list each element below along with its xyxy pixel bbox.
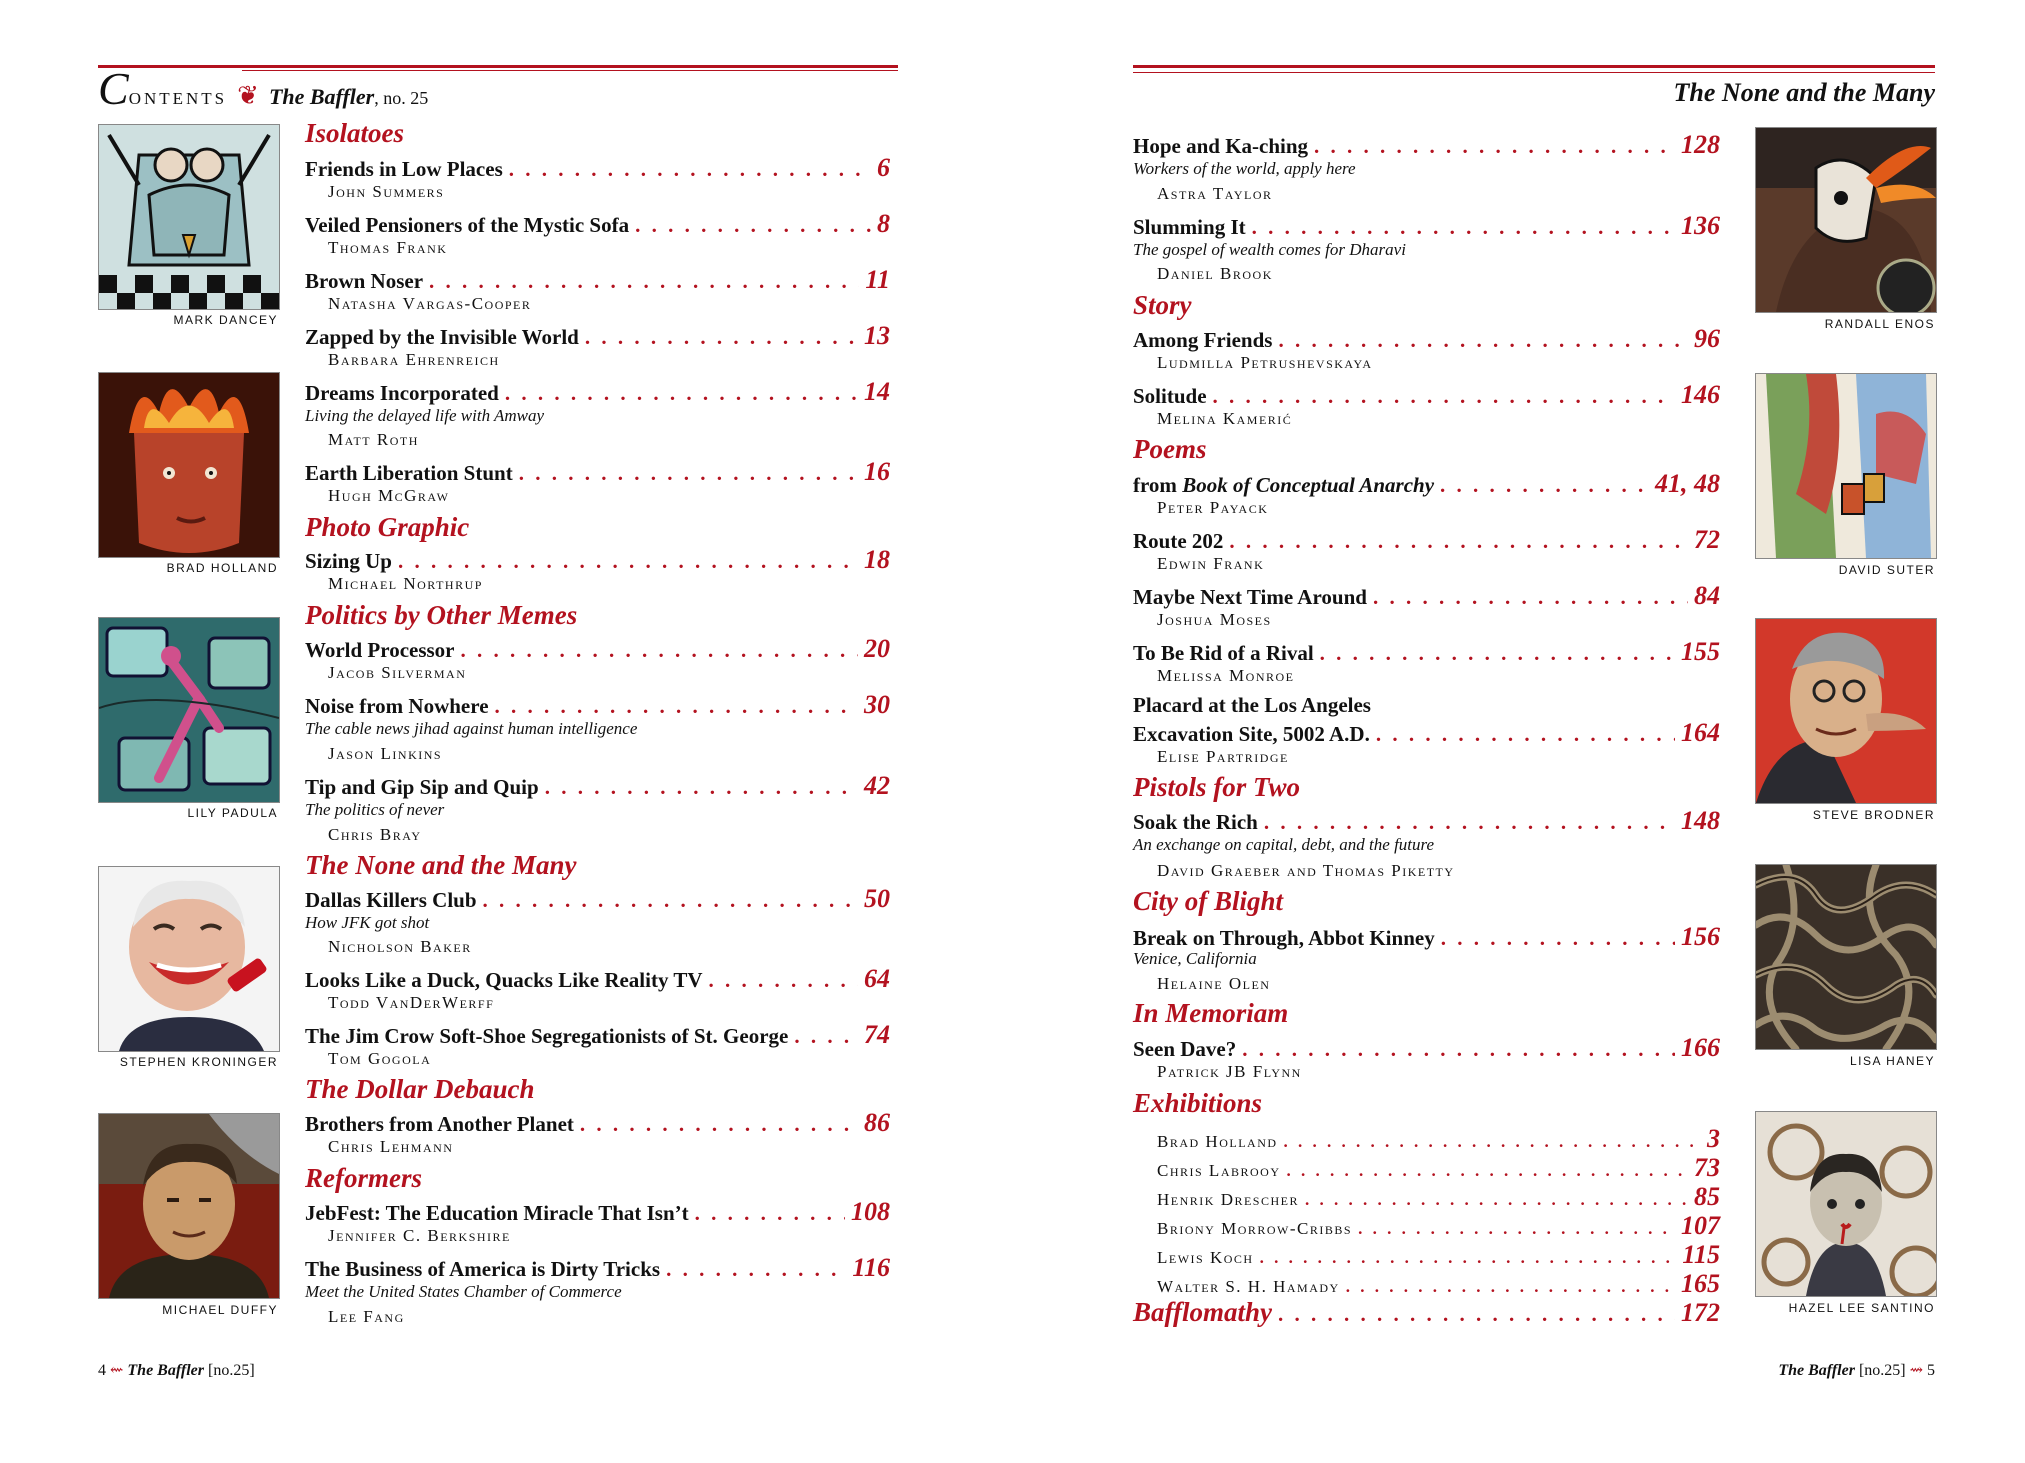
author: Lee Fang: [328, 1307, 405, 1326]
section-in-memoriam: In Memoriam: [1133, 998, 1289, 1028]
subtitle: The cable news jihad against human intelligence: [305, 719, 638, 738]
author: Barbara Ehrenreich: [328, 350, 500, 369]
toc-entry[interactable]: Earth Liberation Stunt . . . 16: [305, 457, 890, 487]
author: Ludmilla Petrushevskaya: [1157, 353, 1373, 372]
toc-entry[interactable]: Brothers from Another Planet . . . 86: [305, 1108, 890, 1138]
exhibition-item[interactable]: Chris Labrooy . . . 73: [1157, 1153, 1720, 1183]
contents-initial: C: [98, 63, 129, 114]
right-top-rule: [1133, 65, 1935, 68]
running-head: The None and the Many: [1673, 78, 1935, 107]
footer-magazine-right: The Baffler: [1778, 1362, 1855, 1379]
section-exhibitions: Exhibitions: [1133, 1088, 1263, 1118]
author: Helaine Olen: [1157, 974, 1271, 993]
credit-hazel-lee-santino: HAZEL LEE SANTINO: [1788, 1301, 1935, 1315]
toc-entry[interactable]: Friends in Low Places . . . 6: [305, 153, 890, 183]
author: Thomas Frank: [328, 238, 448, 257]
toc-entry[interactable]: Break on Through, Abbot Kinney . . . 156: [1133, 922, 1720, 952]
illustration-stephen-kroninger: [98, 866, 280, 1052]
toc-entry[interactable]: The Jim Crow Soft-Shoe Segregationists of St. George . . . 74: [305, 1020, 890, 1050]
toc-entry[interactable]: To Be Rid of a Rival . . . 155: [1133, 637, 1720, 667]
toc-entry[interactable]: Among Friends . . . 96: [1133, 324, 1720, 354]
author: John Summers: [328, 182, 445, 201]
illustration-steve-brodner: [1755, 618, 1937, 804]
section-poems: Poems: [1133, 434, 1207, 464]
subtitle: The politics of never: [305, 800, 445, 819]
author: Todd VanDerWerff: [328, 993, 495, 1012]
section-pistols-for-two: Pistols for Two: [1133, 772, 1301, 802]
credit-brad-holland: BRAD HOLLAND: [166, 561, 278, 575]
section-city-of-blight: City of Blight: [1133, 886, 1284, 916]
author: Daniel Brook: [1157, 264, 1273, 283]
toc-entry[interactable]: World Processor . . . 20: [305, 634, 890, 664]
section-isolatoes: Isolatoes: [305, 118, 405, 148]
illustration-brad-holland: [98, 372, 280, 558]
arrow-right-icon: ⇝: [1909, 1362, 1923, 1379]
toc-entry[interactable]: Zapped by the Invisible World . . . 13: [305, 321, 890, 351]
subtitle: The gospel of wealth comes for Dharavi: [1133, 240, 1406, 259]
section-the-dollar-debauch: The Dollar Debauch: [305, 1074, 535, 1104]
toc-entry[interactable]: JebFest: The Education Miracle That Isn’t . . . 108: [305, 1197, 890, 1227]
folio-right: [1778, 1360, 1935, 1380]
arrow-left-icon: ⇜: [110, 1362, 124, 1379]
toc-entry[interactable]: Hope and Ka-ching . . . 128: [1133, 130, 1720, 160]
author: Joshua Moses: [1157, 610, 1272, 629]
credit-mark-dancey: MARK DANCEY: [173, 313, 278, 327]
footer-magazine-left: The Baffler: [127, 1362, 204, 1379]
toc-entry[interactable]: Noise from Nowhere . . . 30: [305, 690, 890, 720]
toc-entry[interactable]: Soak the Rich . . . 148: [1133, 806, 1720, 836]
exhibition-item[interactable]: Briony Morrow-Cribbs . . . 107: [1157, 1211, 1720, 1241]
subtitle: Venice, California: [1133, 949, 1257, 968]
author: Hugh McGraw: [328, 486, 450, 505]
author: Nicholson Baker: [328, 937, 472, 956]
author: Michael Northrup: [328, 574, 483, 593]
page-number-right: 5: [1927, 1362, 1935, 1379]
subtitle: Meet the United States Chamber of Commerce: [305, 1282, 622, 1301]
author: David Graeber and Thomas Piketty: [1157, 861, 1455, 880]
section-politics-by-other-memes: Politics by Other Memes: [305, 600, 578, 630]
subtitle: How JFK got shot: [305, 913, 430, 932]
illustration-randall-enos: [1755, 127, 1937, 313]
footer-issue-left: [no.25]: [208, 1362, 255, 1379]
credit-david-suter: DAVID SUTER: [1838, 563, 1935, 577]
toc-entry[interactable]: Solitude . . . 146: [1133, 380, 1720, 410]
author: Elise Partridge: [1157, 747, 1289, 766]
author: Astra Taylor: [1157, 184, 1273, 203]
right-top-rule-thin: [1133, 72, 1935, 73]
exhibition-item[interactable]: Brad Holland . . . 3: [1157, 1124, 1720, 1154]
subtitle: Living the delayed life with Amway: [305, 406, 545, 425]
section-reformers: Reformers: [305, 1163, 422, 1193]
fleuron-icon: ❦: [237, 81, 259, 110]
author: Peter Payack: [1157, 498, 1269, 517]
illustration-mark-dancey: [98, 124, 280, 310]
toc-entry[interactable]: Dreams Incorporated . . . 14: [305, 377, 890, 407]
author: Melissa Monroe: [1157, 666, 1295, 685]
author: Patrick JB Flynn: [1157, 1062, 1302, 1081]
toc-entry[interactable]: Dallas Killers Club . . . 50: [305, 884, 890, 914]
illustration-hazel-lee-santino: [1755, 1111, 1937, 1297]
toc-entry[interactable]: Seen Dave? . . . 166: [1133, 1033, 1720, 1063]
folio-left: [98, 1360, 255, 1380]
exhibition-item[interactable]: Henrik Drescher . . . 85: [1157, 1182, 1720, 1212]
magazine-name: The Baffler: [268, 84, 375, 109]
illustration-michael-duffy: [98, 1113, 280, 1299]
toc-entry[interactable]: from Book of Conceptual Anarchy . . . 41, 48: [1133, 469, 1720, 499]
author: Tom Gogola: [328, 1049, 432, 1068]
toc-entry[interactable]: Slumming It . . . 136: [1133, 211, 1720, 241]
author: Chris Lehmann: [328, 1137, 454, 1156]
author: Natasha Vargas-Cooper: [328, 294, 532, 313]
credit-steve-brodner: STEVE BRODNER: [1812, 808, 1935, 822]
author: Jennifer C. Berkshire: [328, 1226, 511, 1245]
toc-entry[interactable]: Route 202 . . . 72: [1133, 525, 1720, 555]
toc-entry-title-line1[interactable]: Placard at the Los Angeles: [1133, 693, 1371, 717]
author: Jacob Silverman: [328, 663, 467, 682]
author: Chris Bray: [328, 825, 422, 844]
credit-lisa-haney: LISA HANEY: [1849, 1054, 1935, 1068]
credit-stephen-kroninger: STEPHEN KRONINGER: [119, 1055, 278, 1069]
section-photo-graphic: Photo Graphic: [305, 512, 470, 542]
contents-header: [98, 62, 428, 115]
section-bafflomathy[interactable]: Bafflomathy . . . 172: [1133, 1297, 1720, 1328]
toc-entry[interactable]: Maybe Next Time Around . . . 84: [1133, 581, 1720, 611]
illustration-david-suter: [1755, 373, 1937, 559]
exhibition-item[interactable]: Lewis Koch . . . 115: [1157, 1240, 1720, 1270]
toc-entry[interactable]: Excavation Site, 5002 A.D. . . . 164: [1133, 718, 1720, 748]
credit-randall-enos: RANDALL ENOS: [1824, 317, 1935, 331]
subtitle: An exchange on capital, debt, and the future: [1133, 835, 1435, 854]
credit-michael-duffy: MICHAEL DUFFY: [162, 1303, 278, 1317]
credit-lily-padula: LILY PADULA: [187, 806, 278, 820]
author: Matt Roth: [328, 430, 419, 449]
toc-entry[interactable]: Veiled Pensioners of the Mystic Sofa . . . 8: [305, 209, 890, 239]
toc-entry[interactable]: Looks Like a Duck, Quacks Like Reality TV . . . 64: [305, 964, 890, 994]
subtitle: Workers of the world, apply here: [1133, 159, 1356, 178]
author: Jason Linkins: [328, 744, 443, 763]
contents-label: ontents: [128, 84, 228, 110]
illustration-lisa-haney: [1755, 864, 1937, 1050]
page-number-left: 4: [98, 1362, 106, 1379]
toc-entry[interactable]: Brown Noser . . . 11: [305, 265, 890, 295]
issue-number: , no. 25: [374, 88, 429, 108]
author: Edwin Frank: [1157, 554, 1265, 573]
footer-issue-right: [no.25]: [1858, 1362, 1906, 1379]
exhibition-item[interactable]: Walter S. H. Hamady . . . 165: [1157, 1269, 1720, 1299]
toc-entry[interactable]: The Business of America is Dirty Tricks . . . 116: [305, 1253, 890, 1283]
toc-entry[interactable]: Sizing Up . . . 18: [305, 545, 890, 575]
illustration-lily-padula: [98, 617, 280, 803]
section-the-none-and-the-many: The None and the Many: [305, 850, 577, 880]
toc-entry[interactable]: Tip and Gip Sip and Quip . . . 42: [305, 771, 890, 801]
section-story: Story: [1133, 290, 1192, 320]
author: Melina Kamerić: [1157, 409, 1293, 428]
